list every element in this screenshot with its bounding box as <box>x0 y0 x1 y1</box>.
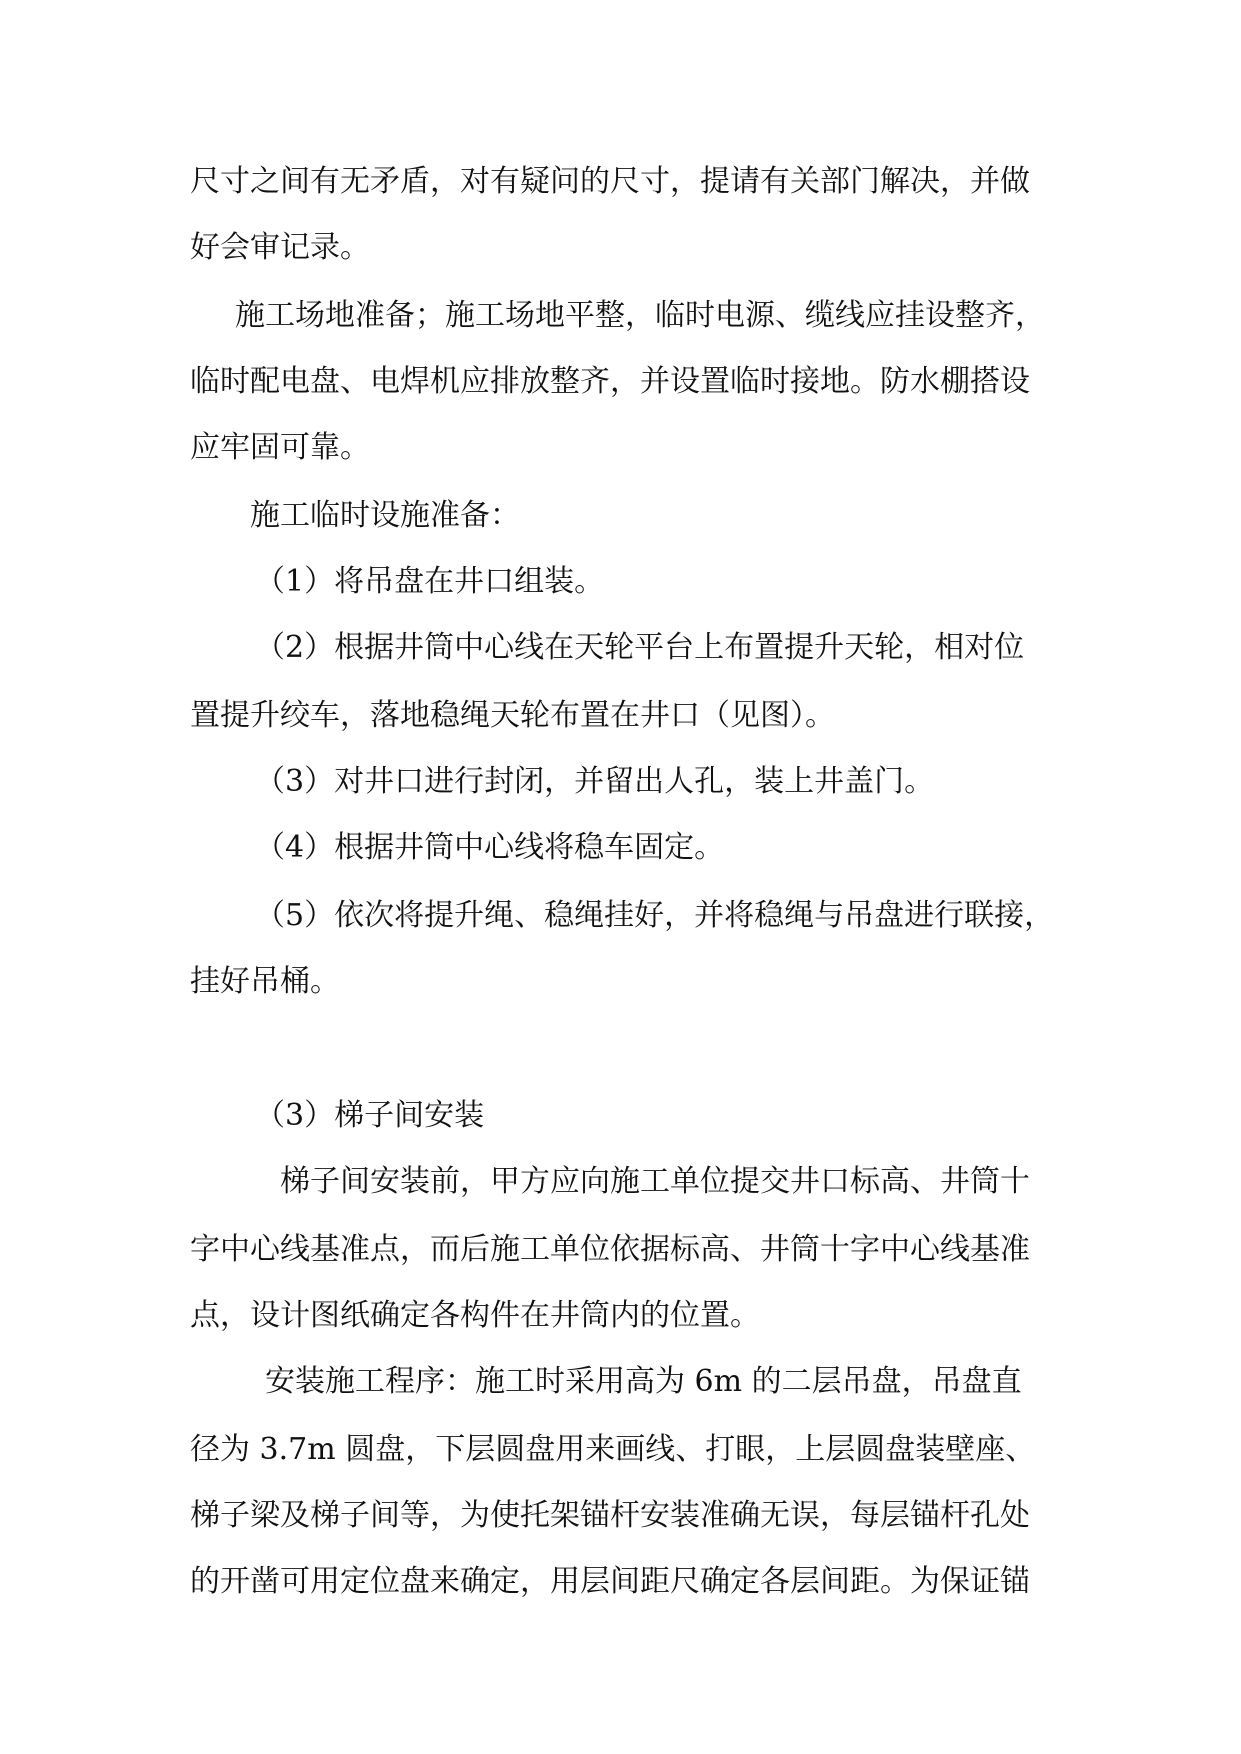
text-line: 梯子间安装前，甲方应向施工单位提交井口标高、井筒十 <box>280 1164 1030 1199</box>
text-line: 的开凿可用定位盘来确定，用层间距尺确定各层间距。为保证锚 <box>190 1564 1030 1599</box>
text-line: 施工场地准备；施工场地平整，临时电源、缆线应挂设整齐， <box>235 298 1045 333</box>
text-line: 安装施工程序：施工时采用高为 6m 的二层吊盘，吊盘直 <box>265 1364 1022 1399</box>
text-line: 尺寸之间有无矛盾，对有疑问的尺寸，提请有关部门解决，并做 <box>190 164 1030 199</box>
text-line: 点，设计图纸确定各构件在井筒内的位置。 <box>190 1298 760 1333</box>
list-item: （2）根据井筒中心线在天轮平台上布置提升天轮，相对位 <box>255 630 1025 665</box>
list-item: （1）将吊盘在井口组装。 <box>255 564 605 599</box>
list-item: （4）根据井筒中心线将稳车固定。 <box>255 830 725 865</box>
text-line: 好会审记录。 <box>190 230 370 265</box>
section-heading: （3）梯子间安装 <box>255 1098 485 1133</box>
text-line: 临时配电盘、电焊机应排放整齐，并设置临时接地。防水棚搭设 <box>190 364 1030 399</box>
text-line: 字中心线基准点，而后施工单位依据标高、井筒十字中心线基准 <box>190 1232 1030 1267</box>
text-line: 置提升绞车，落地稳绳天轮布置在井口（见图）。 <box>190 698 835 733</box>
list-item: （3）对井口进行封闭，并留出人孔，装上井盖门。 <box>255 764 935 799</box>
text-line: 径为 3.7m 圆盘，下层圆盘用来画线、打眼，上层圆盘装壁座、 <box>190 1432 1036 1467</box>
text-line: 梯子梁及梯子间等，为使托架锚杆安装准确无误，每层锚杆孔处 <box>190 1498 1030 1533</box>
text-line: 应牢固可靠。 <box>190 430 370 465</box>
list-item: （5）依次将提升绳、稳绳挂好，并将稳绳与吊盘进行联接， <box>255 898 1055 933</box>
text-line: 施工临时设施准备： <box>250 498 520 533</box>
text-line: 挂好吊桶。 <box>190 964 340 999</box>
